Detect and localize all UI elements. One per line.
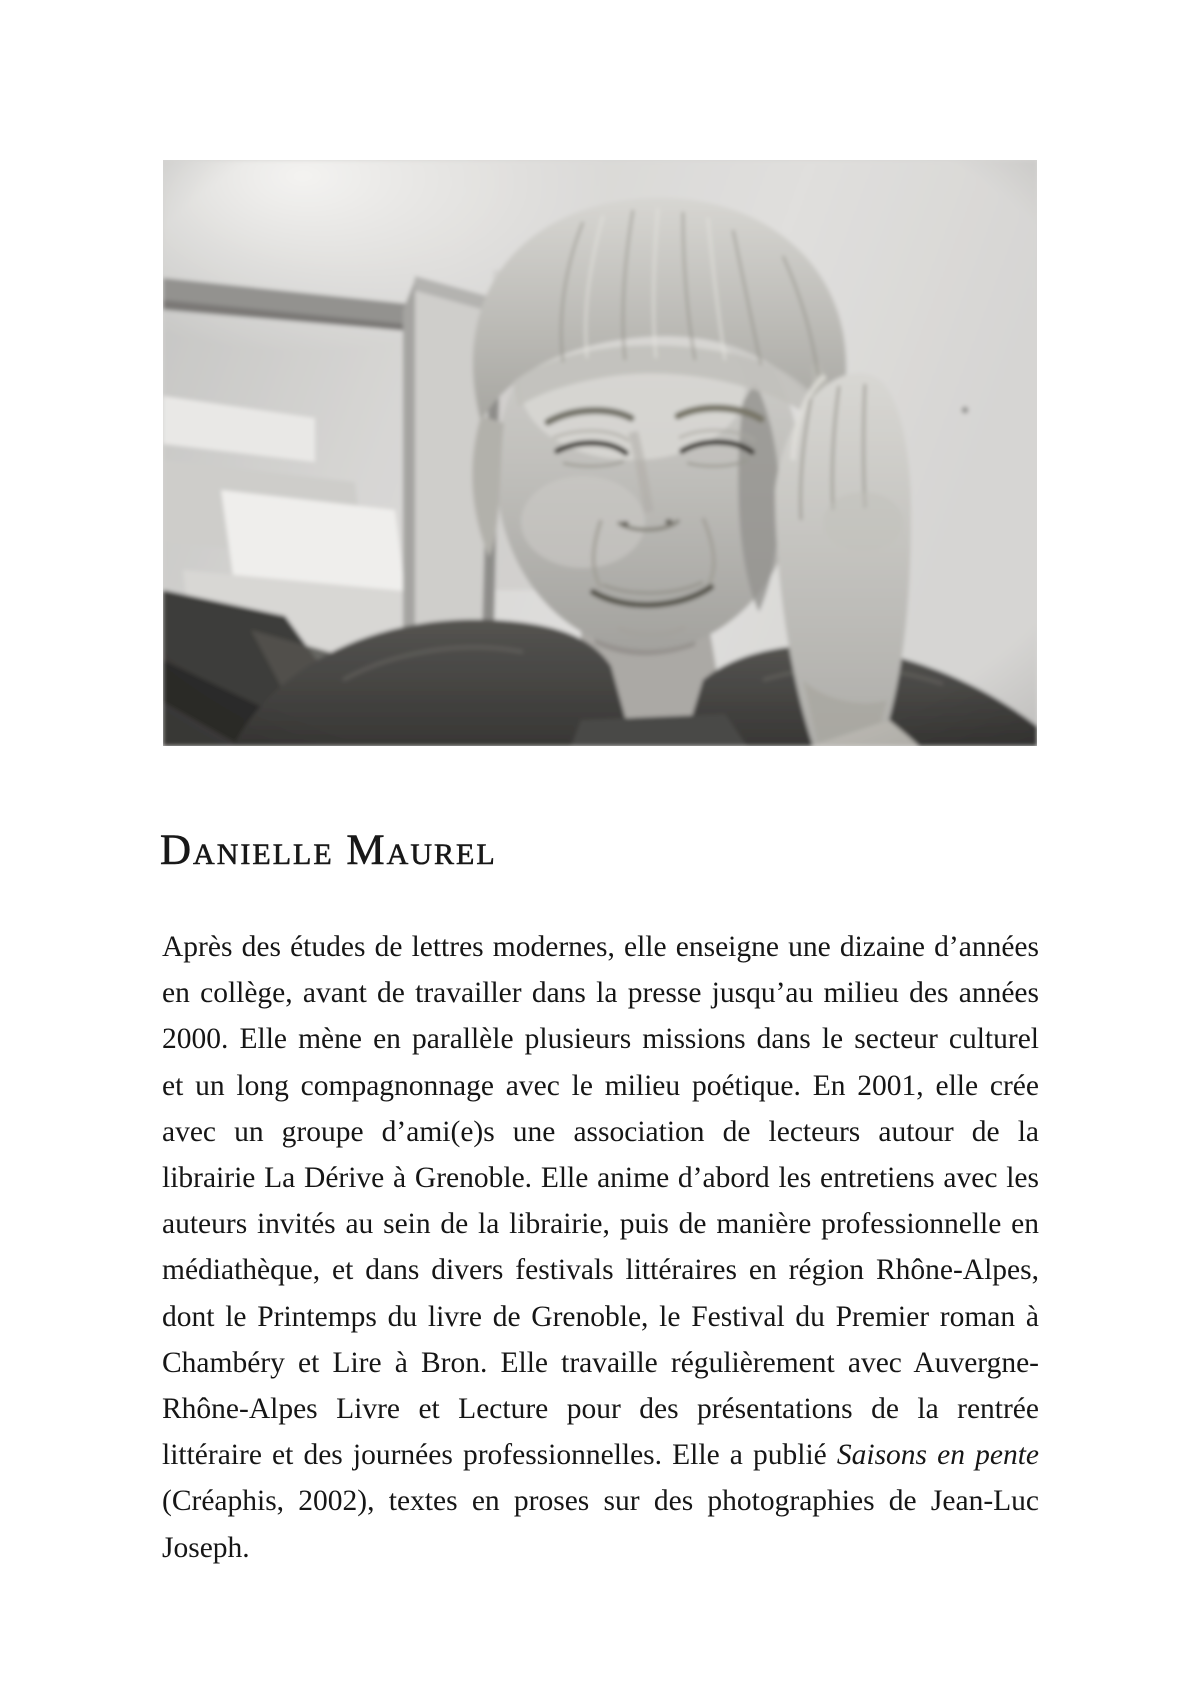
portrait-photo <box>163 160 1037 746</box>
book-title-italic: Saisons en pente <box>836 1439 1040 1472</box>
bio-paragraph <box>162 924 1039 1571</box>
bio-text-part2: (Créaphis, 2002), textes en proses sur des photographies de Jean-Luc Joseph. <box>162 1485 1039 1564</box>
bio-text-part1: Après des études de lettres modernes, elle enseigne une dizaine d’années en collège, avant de travailler dans la presse jusqu’au milieu des années 2000. Elle mène en parallèle plusieurs missions dans le secteur culturel et un long compagnonnage avec le milieu poétique. En 2001, elle crée avec un groupe d’ami(e)s une association de lecteurs autour de la librairie La Dérive à Grenoble. Elle anime d’abord les entretiens avec les auteurs invités au sein de la librairie, puis de manière professionnelle en médiathèque, et dans divers festivals littéraires en région Rhône-Alpes, dont le Printemps du livre de Grenoble, le Festival du Premier roman à Chambéry et Lire à Bron. Elle travaille régulièrement avec Auvergne-Rhône-Alpes Livre et Lecture pour des présentations de la rentrée littéraire et des journées professionnelles. Elle a publié <box>162 931 1039 1472</box>
portrait-photo-illustration <box>163 160 1037 746</box>
author-name-heading: Danielle Maurel <box>160 827 497 874</box>
